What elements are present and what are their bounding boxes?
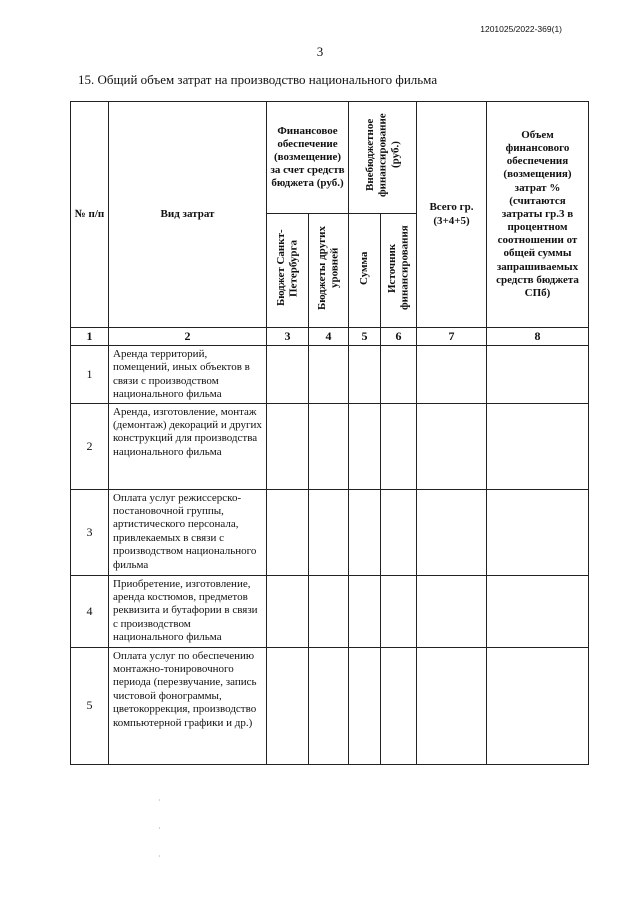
header-sum: Сумма xyxy=(349,214,381,328)
table-row: 2 Аренда, изготовление, монтаж (демонтаж) декораций и других конструкций для производства национального фильма xyxy=(71,403,589,489)
document-id: 1201025/2022-369(1) xyxy=(480,24,562,34)
header-extrabudgetary: Внебюджетное финансирование (руб.) xyxy=(349,102,417,214)
section-title: 15. Общий объем затрат на производство национального фильма xyxy=(78,72,438,87)
header-budget-financing: Финансовое обеспечение (возмещение) за счет средств бюджета (руб.) xyxy=(267,102,349,214)
header-other-budgets: Бюджеты других уровней xyxy=(309,214,349,328)
scan-artifact: · xyxy=(158,852,161,861)
header-number: № п/п xyxy=(71,102,109,328)
scan-artifact: · xyxy=(158,796,161,805)
table-row: 3 Оплата услуг режиссерско-постановочной группы, артистического персонала, привлекаемых в связи с производством национального фильма xyxy=(71,489,589,575)
header-spb-budget: Бюджет Санкт-Петербурга xyxy=(267,214,309,328)
column-number-row: 1 2 3 4 5 6 7 8 xyxy=(71,328,589,346)
table-row: 4 Приобретение, изготовление, аренда костюмов, предметов реквизита и бутафории в связи с производством национального фильма xyxy=(71,575,589,647)
header-source: Источник финансирования xyxy=(381,214,417,328)
page-number: 3 xyxy=(316,44,324,59)
scan-artifact: · xyxy=(158,824,161,833)
header-share: Объем финансового обеспечения (возмещения) затрат % (считаются затраты гр.3 в процентном соотношении от общей суммы запрашиваемых средств бюджета СПб) xyxy=(487,102,589,328)
table-row: 1 Аренда территорий, помещений, иных объектов в связи с производством национального фильма xyxy=(71,346,589,404)
header-cost-type: Вид затрат xyxy=(109,102,267,328)
cost-table xyxy=(70,101,589,765)
header-total: Всего гр.(3+4+5) xyxy=(417,102,487,328)
table-row: 5 Оплата услуг по обеспечению монтажно-тонировочного периода (перезвучание, запись чистовой фонограммы, цветокоррекция, производство компьютерной графики и др.) xyxy=(71,647,589,764)
